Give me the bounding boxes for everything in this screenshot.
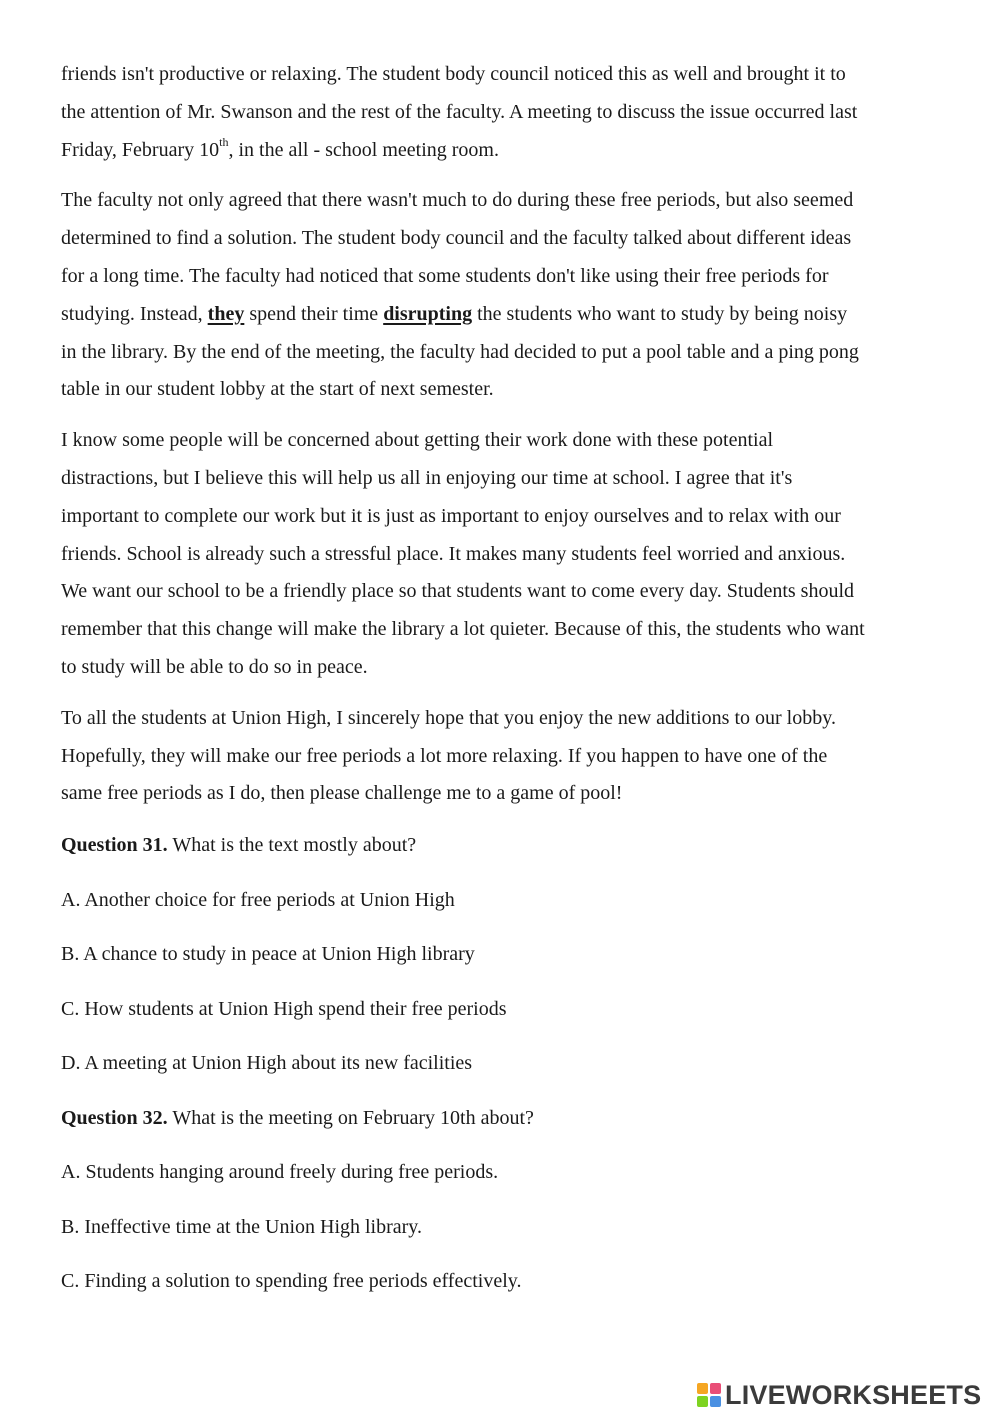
passage-text: Friday, February 10 — [61, 138, 220, 161]
question-32-option-c: C. Finding a solution to spending free periods effectively. — [61, 1270, 522, 1293]
ordinal-suffix: th — [219, 134, 229, 149]
passage-line: important to complete our work but it is just as important to enjoy ourselves and to relax with our — [61, 504, 841, 527]
logo-text: LIVEWORKSHEETS — [725, 1379, 982, 1410]
passage-paragraph-2 — [61, 182, 946, 409]
passage-line: We want our school to be a friendly place so that students want to come every day. Students should — [61, 580, 855, 603]
passage-paragraph-1 — [61, 56, 946, 169]
passage-line: table in our student lobby at the start of next semester. — [61, 378, 494, 401]
passage-paragraph-4 — [61, 700, 946, 813]
logo-mark-icon — [697, 1383, 721, 1407]
passage-line: Hopefully, they will make our free periods a lot more relaxing. If you happen to have one of the — [61, 744, 828, 767]
passage-text: , in the all - school meeting room. — [228, 138, 499, 161]
passage-paragraph-3 — [61, 422, 946, 687]
question-label: Question 32. — [61, 1106, 168, 1129]
passage-line: same free periods as I do, then please challenge me to a game of pool! — [61, 782, 623, 805]
passage-text: spend their time — [244, 302, 384, 325]
passage-line: distractions, but I believe this will help us all in enjoying our time at school. I agree that it's — [61, 466, 793, 489]
question-31 — [61, 833, 946, 1075]
passage-line: friends. School is already such a stressful place. It makes many students feel worried and anxious. — [61, 542, 846, 565]
passage-line: The faculty not only agreed that there wasn't much to do during these free periods, but also seemed — [61, 189, 854, 212]
logo-square — [697, 1396, 708, 1407]
passage-line: the attention of Mr. Swanson and the rest of the faculty. A meeting to discuss the issue occurred last — [61, 100, 858, 123]
question-32 — [61, 1106, 946, 1294]
passage-text: studying. Instead, — [61, 302, 208, 325]
highlighted-word-they: they — [207, 302, 245, 325]
question-label: Question 31. — [61, 834, 168, 857]
question-31-option-c: C. How students at Union High spend their free periods — [61, 997, 507, 1020]
passage-line — [61, 132, 946, 170]
question-31-prompt — [61, 833, 946, 857]
logo-square — [710, 1383, 721, 1394]
passage-line: I know some people will be concerned about getting their work done with these potential — [61, 429, 774, 452]
question-31-option-d: D. A meeting at Union High about its new facilities — [61, 1052, 473, 1075]
passage-line: To all the students at Union High, I sincerely hope that you enjoy the new additions to our lobby. — [61, 706, 836, 729]
question-text: What is the text mostly about? — [167, 834, 417, 857]
passage-line: determined to find a solution. The student body council and the faculty talked about different ideas — [61, 227, 852, 250]
liveworksheets-logo[interactable] — [697, 1377, 981, 1413]
passage-line — [61, 296, 946, 334]
passage-line: for a long time. The faculty had noticed that some students don't like using their free periods for — [61, 264, 829, 287]
question-32-prompt — [61, 1106, 946, 1130]
passage-line: friends isn't productive or relaxing. The student body council noticed this as well and brought it to — [61, 63, 846, 85]
logo-square — [710, 1396, 721, 1407]
highlighted-word-disrupting: disrupting — [383, 302, 473, 325]
question-32-option-b: B. Ineffective time at the Union High library. — [61, 1215, 423, 1238]
question-31-option-b: B. A chance to study in peace at Union High library — [61, 943, 475, 966]
worksheet-page — [61, 56, 946, 1324]
passage-text: the students who want to study by being noisy — [472, 302, 848, 325]
logo-square — [697, 1383, 708, 1394]
question-31-option-a: A. Another choice for free periods at Union High — [61, 888, 455, 911]
passage-line: in the library. By the end of the meeting, the faculty had decided to put a pool table and a ping pong — [61, 340, 859, 363]
passage-line: to study will be able to do so in peace. — [61, 655, 368, 678]
question-text: What is the meeting on February 10th about? — [167, 1106, 534, 1129]
passage-line: remember that this change will make the library a lot quieter. Because of this, the students who want — [61, 618, 865, 641]
question-32-option-a: A. Students hanging around freely during free periods. — [61, 1161, 499, 1184]
